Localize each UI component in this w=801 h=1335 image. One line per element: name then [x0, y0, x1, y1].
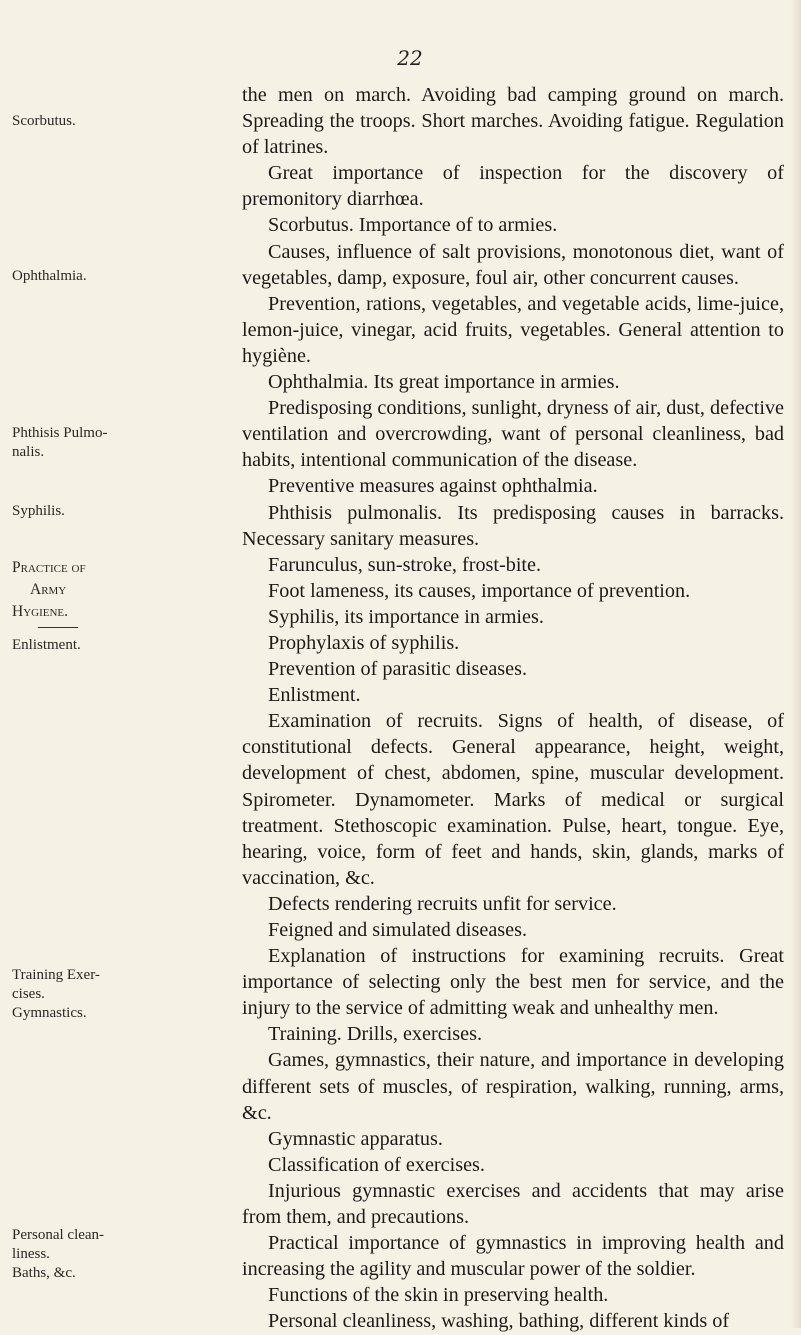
sidenote-phthisis [12, 424, 242, 462]
body-text [242, 82, 784, 1335]
page-number: 22 [397, 46, 423, 70]
paragraph: Ophthalmia. Its great importance in armies. [268, 371, 620, 394]
paragraph: Feigned and simulated diseases. [268, 919, 528, 941]
sidenote-enlistment: Enlistment. [12, 637, 81, 653]
paragraph: Scorbutus. Importance of to armies. [268, 214, 558, 237]
paragraph: Classification of exercises. [268, 1153, 485, 1176]
sidenote-phthisis-line: nalis. [12, 444, 45, 460]
paragraph: Predisposing conditions, sunlight, dryness of air, dust, defective ventilation and overcrowding, want of personal cleanliness, bad habits, intentional communication of the disease. [242, 397, 784, 472]
paragraph: Personal cleanliness, washing, bathing, different kinds of [268, 1310, 730, 1333]
paragraph: Explanation of instructions for examining recruits. Great importance of selecting only the best men for service, and the injury to the service of admitting weak and unhealthy men. [242, 945, 784, 1020]
sidenote-training-line: cises. [12, 986, 45, 1002]
paragraph: Prophylaxis of syphilis. [268, 631, 460, 654]
paragraph: Practical importance of gymnastics in improving health and increasing the agility and muscular power of the soldier. [242, 1232, 784, 1281]
sidenote-ophthalmia: Ophthalmia. [12, 268, 87, 284]
sidenote-phthisis-line: Phthisis Pulmo- [12, 425, 108, 441]
sidenote-practice-line: Practice of [12, 559, 86, 576]
paragraph: Enlistment. [268, 684, 361, 707]
paragraph: the men on march. Avoiding bad camping ground on march. Spreading the troops. Short marches. Avoiding fatigue. Regulation of latrines. [242, 84, 784, 159]
paragraph: Foot lameness, its causes, importance of prevention. [268, 579, 691, 602]
paragraph: Games, gymnastics, their nature, and importance in developing different sets of muscles, of respiration, walking, running, arms, &c. [242, 1049, 784, 1124]
sidenote-practice-line: Hygiene. [12, 603, 69, 620]
paragraph: Great importance of inspection for the discovery of premonitory diarrhœa. [242, 162, 784, 211]
sidenote-personal-line: liness. [12, 1246, 50, 1262]
sidenote-divider [38, 627, 78, 628]
paragraph: Defects rendering recruits unfit for service. [268, 892, 617, 915]
sidenote-training-line: Gymnastics. [12, 1005, 87, 1021]
sidenote-training [12, 966, 242, 1023]
paragraph: Functions of the skin in preserving health. [268, 1284, 609, 1307]
sidenote-scorbutus: Scorbutus. [12, 113, 76, 129]
sidenote-syphilis: Syphilis. [12, 503, 65, 519]
sidenote-training-line: Training Exer- [12, 967, 100, 983]
sidenote-personal-line: Baths, &c. [12, 1265, 76, 1281]
sidenote-personal-cleanliness [12, 1226, 242, 1283]
paragraph: Prevention, rations, vegetables, and vegetable acids, lime-juice, lemon-juice, vinegar, acid fruits, vegetables. General attention to hygiène. [242, 292, 784, 367]
paragraph: Training. Drills, exercises. [268, 1023, 482, 1046]
paragraph: Farunculus, sun-stroke, frost-bite. [268, 553, 542, 576]
paragraph: Causes, influence of salt provisions, monotonous diet, want of vegetables, damp, exposure, foul air, other concurrent causes. [242, 240, 784, 289]
sidenote-practice-line: Army [30, 581, 67, 598]
paragraph: Preventive measures against ophthalmia. [268, 475, 598, 498]
paragraph: Syphilis, its importance in armies. [268, 605, 544, 628]
sidenote-personal-line: Personal clean- [12, 1227, 105, 1243]
page-edge-shadow [791, 0, 801, 1328]
paragraph: Injurious gymnastic exercises and accidents that may arise from them, and precautions. [242, 1179, 784, 1229]
sidenote-practice-of-army-hygiene [12, 557, 242, 623]
paragraph: Phthisis pulmonalis. Its predisposing causes in barracks. Necessary sanitary measures. [242, 501, 784, 550]
paragraph: Examination of recruits. Signs of health, of disease, of constitutional defects. General appearance, height, weight, development of chest, abdomen, spine, muscular development. Spirometer. Dynamometer. Marks of medical or surgical treatment. Stethoscopic examination. Pulse, heart, tongue. Eye, hearing, voice, form of feet and hands, skin, glands, marks of vaccination, &c. [242, 710, 784, 889]
paragraph: Gymnastic apparatus. [268, 1127, 443, 1150]
paragraph: Prevention of parasitic diseases. [268, 658, 527, 681]
